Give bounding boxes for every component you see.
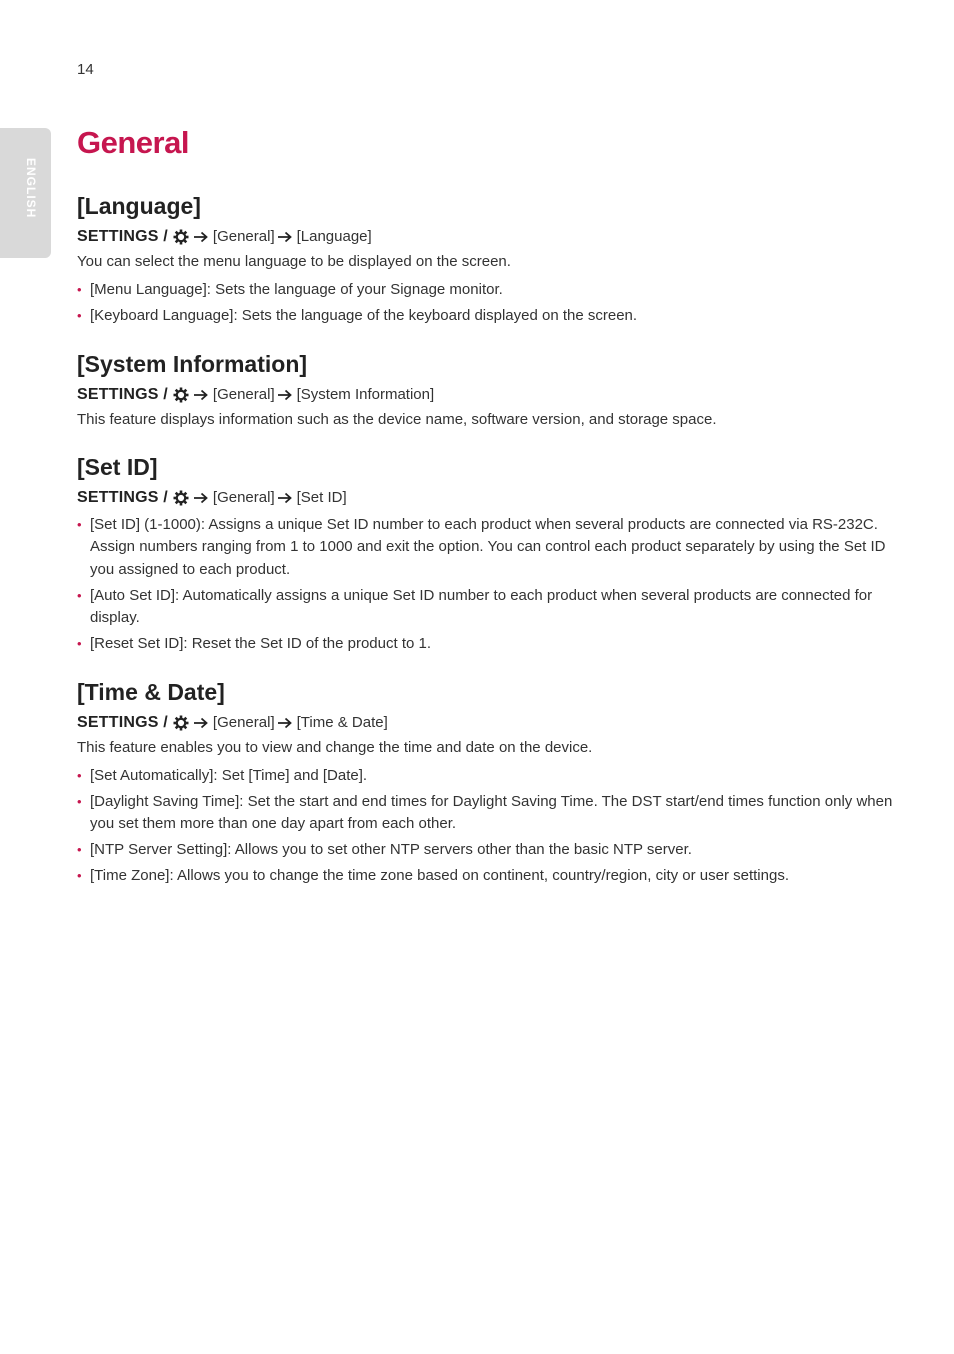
section-heading: [Set ID] bbox=[77, 453, 158, 480]
path-step-target: [System Information] bbox=[296, 385, 435, 403]
menu-path bbox=[77, 385, 899, 405]
path-step-general: [General] bbox=[212, 488, 275, 506]
section-set-id bbox=[77, 453, 899, 656]
path-settings-label: SETTINGS / bbox=[77, 488, 168, 506]
list-item: • [NTP Server Setting]: Allows you to set other NTP servers other than the basic NTP server. bbox=[77, 839, 899, 862]
menu-path bbox=[77, 488, 899, 508]
arrow-right-icon bbox=[194, 492, 209, 504]
list-item: • [Keyboard Language]: Sets the language of the keyboard displayed on the screen. bbox=[77, 305, 899, 328]
list-item: • [Auto Set ID]: Automatically assigns a unique Set ID number to each product when several products are connected for display. bbox=[77, 585, 899, 630]
arrow-right-icon bbox=[278, 389, 293, 401]
section-heading: [Language] bbox=[77, 193, 201, 219]
section-description: This feature enables you to view and change the time and date on the device. bbox=[77, 738, 593, 756]
path-settings-label: SETTINGS / bbox=[77, 385, 168, 403]
path-step-general: [General] bbox=[212, 228, 275, 245]
bullet-list bbox=[77, 514, 899, 656]
arrow-right-icon bbox=[278, 231, 293, 243]
list-item: • [Set ID] (1-1000): Assigns a unique Set ID number to each product when several products are connected via RS-232C. Assign numbers ranging from 1 to 1000 and exit the option. You can control each product separately by using the Set ID you assigned to each product. bbox=[77, 514, 899, 582]
path-step-general: [General] bbox=[212, 713, 275, 731]
list-item: • [Reset Set ID]: Reset the Set ID of the product to 1. bbox=[77, 633, 899, 656]
gear-icon bbox=[173, 229, 189, 245]
list-item: • [Menu Language]: Sets the language of your Signage monitor. bbox=[77, 279, 899, 302]
section-language bbox=[77, 192, 899, 328]
section-system-information bbox=[77, 350, 899, 431]
list-item: • [Time Zone]: Allows you to change the time zone based on continent, country/region, city or user settings. bbox=[77, 865, 899, 888]
language-tab bbox=[0, 128, 51, 258]
section-heading: [Time & Date] bbox=[77, 678, 225, 705]
section-description: You can select the menu language to be displayed on the screen. bbox=[77, 253, 511, 270]
page-title: General bbox=[77, 125, 189, 160]
bullet-list bbox=[77, 279, 899, 328]
path-step-target: [Time & Date] bbox=[296, 713, 388, 731]
arrow-right-icon bbox=[194, 389, 209, 401]
arrow-right-icon bbox=[194, 231, 209, 243]
section-heading: [System Information] bbox=[77, 350, 308, 377]
arrow-right-icon bbox=[194, 717, 209, 729]
language-tab-label: ENGLISH bbox=[24, 158, 38, 219]
section-time-date bbox=[77, 678, 899, 888]
bullet-list bbox=[77, 765, 899, 888]
section-description: This feature displays information such as the device name, software version, and storage space. bbox=[77, 410, 717, 428]
path-settings-label: SETTINGS / bbox=[77, 713, 168, 731]
path-step-target: [Set ID] bbox=[296, 488, 347, 506]
page-number: 14 bbox=[77, 61, 94, 78]
menu-path bbox=[77, 713, 899, 733]
list-item: • [Set Automatically]: Set [Time] and [Date]. bbox=[77, 765, 899, 788]
gear-icon bbox=[173, 490, 189, 506]
gear-icon bbox=[173, 387, 189, 403]
arrow-right-icon bbox=[278, 492, 293, 504]
menu-path bbox=[77, 227, 899, 247]
gear-icon bbox=[173, 715, 189, 731]
arrow-right-icon bbox=[278, 717, 293, 729]
path-settings-label: SETTINGS / bbox=[77, 228, 168, 245]
list-item: • [Daylight Saving Time]: Set the start and end times for Daylight Saving Time. The DST start/end times function only when you set them more than one day apart from each other. bbox=[77, 791, 899, 836]
path-step-general: [General] bbox=[212, 385, 275, 403]
path-step-target: [Language] bbox=[296, 228, 372, 245]
main-content bbox=[77, 124, 899, 910]
